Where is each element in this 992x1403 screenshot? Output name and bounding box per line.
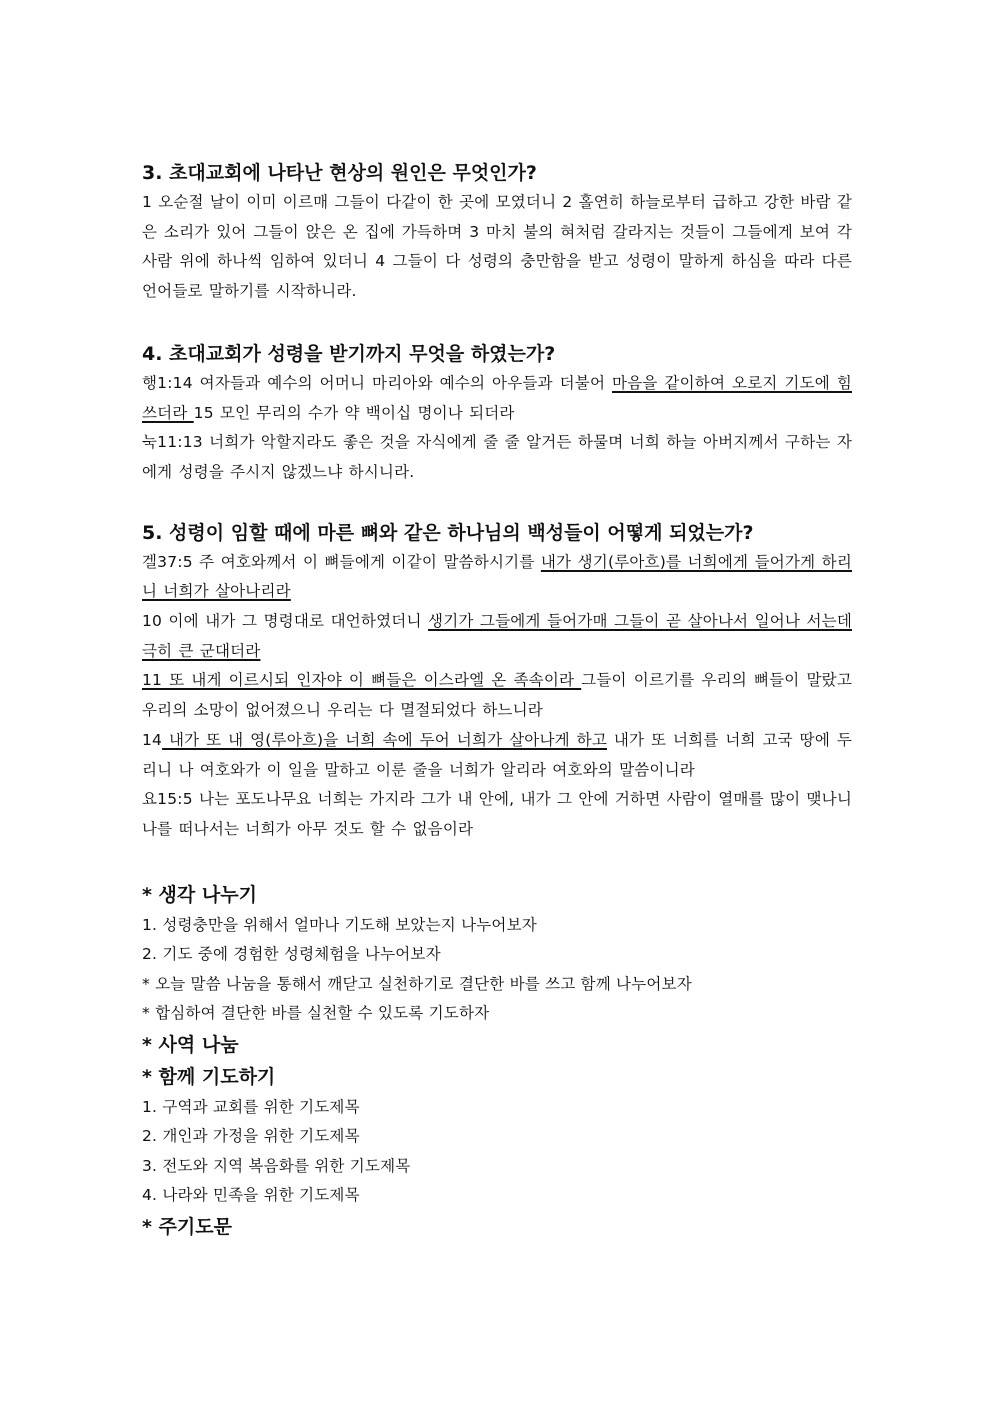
ezekiel-verse-5-prefix: 겔37:5 주 여호와께서 이 뼈들에게 이같이 말씀하시기를 xyxy=(142,552,541,571)
share-thoughts-heading: * 생각 나누기 xyxy=(142,883,257,906)
pray-together-heading: * 함께 기도하기 xyxy=(142,1065,276,1088)
ezekiel-verse-10-prefix: 10 이에 내가 그 명령대로 대언하였더니 xyxy=(142,612,429,631)
acts-verse-prefix: 행1:14 여자들과 예수의 어머니 마리아와 예수의 아우들과 더불어 xyxy=(142,373,613,392)
lords-prayer-heading: * 주기도문 xyxy=(142,1215,232,1238)
question-3-body: 1 오순절 날이 이미 이르매 그들이 다같이 한 곳에 모였더니 2 홀연히 하늘로부터 급하고 강한 바람 같은 소리가 있어 그들이 앉은 온 집에 가득하며 3 마치 불의 혀처럼 갈라지는 것들이 그들에게 보여 각 사람 위에 하나씩 임하여 있더니 4 그들이 다 성령의 충만함을 받고 성령이 말하게 하심을 따라 다른 언어들로 말하기를 시작하니라. xyxy=(142,193,852,301)
prayer-item: 4. 나라와 민족을 위한 기도제목 xyxy=(142,1186,360,1205)
ministry-sharing-heading: * 사역 나눔 xyxy=(142,1033,239,1056)
john-verse: 요15:5 나는 포도나무요 너희는 가지라 그가 내 안에, 내가 그 안에 거하면 사람이 열매를 많이 맺나니 나를 떠나서는 너희가 아무 것도 할 수 없음이라 xyxy=(142,790,852,838)
acts-verse-suffix: 15 모인 무리의 수가 약 백이십 명이나 되더라 xyxy=(193,403,515,422)
ezekiel-verse-14 xyxy=(142,726,852,785)
ezekiel-verse-11 xyxy=(142,666,852,725)
question-3-section xyxy=(142,158,852,307)
share-thoughts-section xyxy=(142,879,852,1029)
acts-verse-underlined: 마음을 같이하여 오로지 기도에 힘쓰더라 xyxy=(142,373,852,422)
question-5-section xyxy=(142,518,852,845)
document-page xyxy=(142,158,852,1243)
luke-verse: 눅11:13 너희가 악할지라도 좋은 것을 자식에게 줄 줄 알거든 하물며 너희 하늘 아버지께서 구하는 자에게 성령을 주시지 않겠느냐 하시니라. xyxy=(142,433,852,481)
share-item: * 오늘 말씀 나눔을 통해서 깨닫고 실천하기로 결단한 바를 쓰고 함께 나누어보자 xyxy=(142,974,692,993)
prayer-item: 2. 개인과 가정을 위한 기도제목 xyxy=(142,1127,360,1146)
share-item: 1. 성령충만을 위해서 얼마나 기도해 보았는지 나누어보자 xyxy=(142,915,537,934)
question-5-title: 5. 성령이 임할 때에 마른 뼈와 같은 하나님의 백성들이 어떻게 되었는가? xyxy=(142,521,754,544)
question-3-title: 3. 초대교회에 나타난 현상의 원인은 무엇인가? xyxy=(142,162,537,184)
question-4-section xyxy=(142,339,852,488)
ezekiel-verse-14-prefix: 14 xyxy=(142,730,163,749)
ezekiel-verse-10 xyxy=(142,607,852,666)
ezekiel-verse-11-underlined: 11 또 내게 이르시되 인자야 이 뼈들은 이스라엘 온 족속이라 xyxy=(142,671,582,690)
prayer-item: 1. 구역과 교회를 위한 기도제목 xyxy=(142,1097,360,1116)
share-item: 2. 기도 중에 경험한 성령체험을 나누어보자 xyxy=(142,945,441,964)
prayer-item: 3. 전도와 지역 복음화를 위한 기도제목 xyxy=(142,1156,411,1175)
ezekiel-verse-14-underlined: 내가 또 내 영(루아흐)을 너희 속에 두어 너희가 살아나게 하고 xyxy=(162,730,607,749)
ezekiel-verse-10-underlined: 생기가 그들에게 들어가매 그들이 곧 살아나서 일어나 서는데 극히 큰 군대더라 xyxy=(142,612,853,660)
share-item: * 합심하여 결단한 바를 실천할 수 있도록 기도하자 xyxy=(142,1004,490,1023)
ezekiel-verse-14-suffix: 내가 또 너희를 너희 고국 땅에 두리니 나 여호와가 이 일을 말하고 이룬 줄을 너희가 알리라 여호와의 말씀이니라 xyxy=(142,730,853,779)
pray-together-section xyxy=(142,1061,852,1211)
ezekiel-verse-5-underlined: 내가 생기(루아흐)를 너희에게 들어가게 하리니 너희가 살아나리라 xyxy=(142,552,852,601)
ezekiel-verse-11-suffix: 그들이 이르기를 우리의 뼈들이 말랐고 우리의 소망이 없어졌으니 우리는 다 멸절되었다 하느니라 xyxy=(142,671,853,720)
acts-verse xyxy=(142,369,852,428)
question-4-title: 4. 초대교회가 성령을 받기까지 무엇을 하였는가? xyxy=(142,342,556,365)
ezekiel-verse-5 xyxy=(142,548,852,607)
